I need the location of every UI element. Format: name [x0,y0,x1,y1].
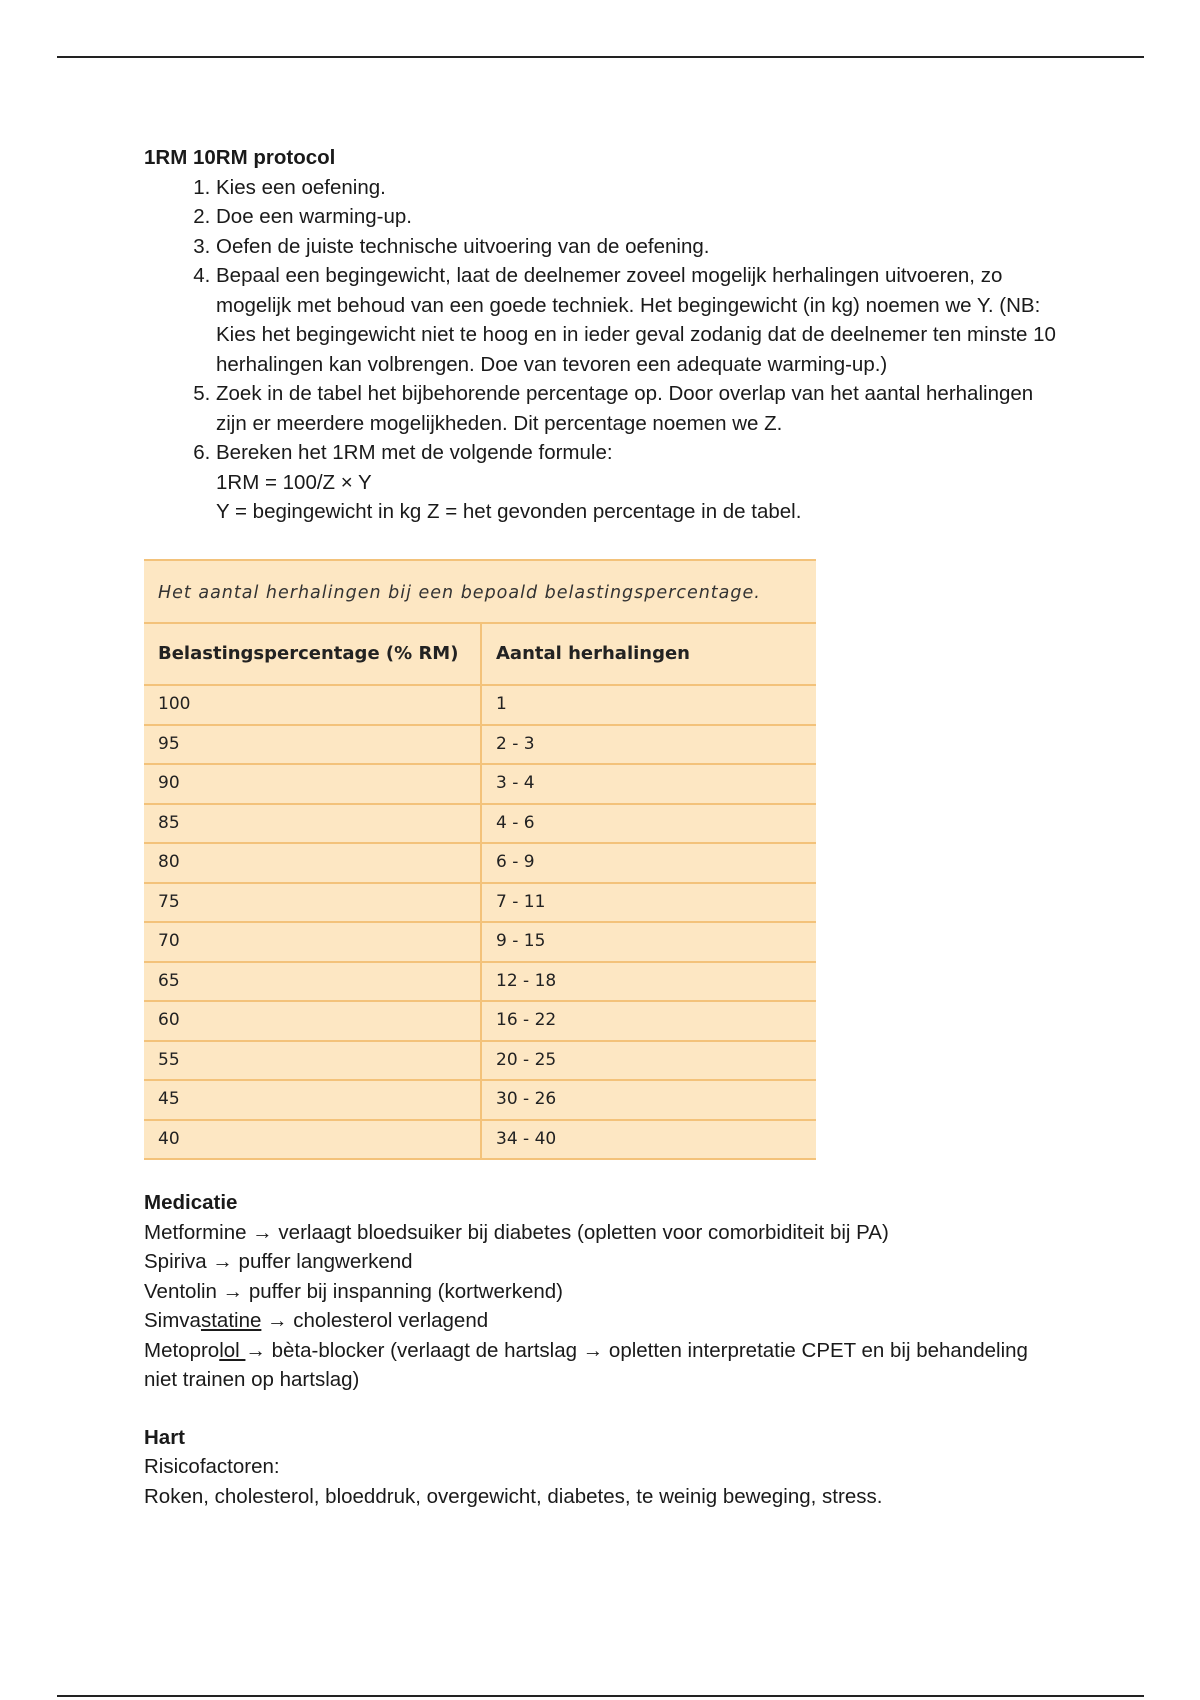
percentage-cell: 75 [144,883,481,923]
simva-rest: → cholesterol verlagend [261,1309,489,1332]
protocol-step-text: Bereken het 1RM met de volgende formule: [216,441,613,464]
meto-rest: → bèta-blocker (verlaagt de hartslag → opletten interpretatie CPET en bij behandeling niet trainen op hartslag) [144,1338,1028,1391]
percentage-cell: 55 [144,1041,481,1081]
table-row [144,804,816,844]
column-header-repetitions: Aantal herhalingen [481,624,816,685]
table-row [144,1120,816,1160]
protocol-step: 4. Bepaal een begingewicht, laat de deelnemer zoveel mogelijk herhalingen uitvoeren, zo mogelijk met behoud van een goede techniek. Het begingewicht (in kg) noemen we Y. (NB: Kies het begingewicht niet te hoog en in ieder geval zodanig dat de deelnemer ten minste 10 herhalingen kan volbrengen. Doe van tevoren een adequate warming-up.) [216,261,1064,379]
simva-prefix: Simva [144,1309,201,1332]
protocol-step: 3. Oefen de juiste technische uitvoering van de oefening. [216,232,1064,262]
repetitions-cell: 6 - 9 [481,843,816,883]
document-body [144,143,1064,1511]
header-rule [57,56,1144,58]
percentage-cell: 70 [144,922,481,962]
protocol-step: 5. Zoek in de tabel het bijbehorende percentage op. Door overlap van het aantal herhalingen zijn er meerdere mogelijkheden. Dit percentage noemen we Z. [216,379,1064,438]
repetitions-cell: 3 - 4 [481,764,816,804]
percentage-cell: 65 [144,962,481,1002]
hart-subtitle: Risicofactoren: [144,1455,280,1478]
protocol-step: 1. Kies een oefening. [216,173,1064,203]
repetitions-cell: 20 - 25 [481,1041,816,1081]
table-row [144,922,816,962]
meto-prefix: Metopro [144,1338,220,1362]
medicatie-line: Metformine → verlaagt bloedsuiker bij diabetes (opletten voor comorbiditeit bij PA) [144,1220,889,1244]
table-row [144,883,816,923]
table-row [144,1080,816,1120]
protocol-step [216,438,1064,527]
medicatie-title: Medicatie [144,1191,238,1214]
repetitions-cell: 12 - 18 [481,962,816,1002]
medicatie-line-simvastatine [144,1306,1064,1336]
repetitions-cell: 34 - 40 [481,1120,816,1160]
table-row [144,764,816,804]
percentage-cell: 85 [144,804,481,844]
footer-rule [57,1695,1144,1697]
protocol-title: 1RM 10RM protocol [144,146,336,169]
medicatie-line-metoprolol [144,1336,1064,1395]
table-caption: Het aantal herhalingen bij een bepoald belastingspercentage. [144,561,816,625]
percentage-cell: 45 [144,1080,481,1120]
medicatie-line: Spiriva → puffer langwerkend [144,1250,413,1273]
protocol-steps [144,173,1064,527]
column-header-percentage: Belastingspercentage (% RM) [144,624,481,685]
table-row [144,1001,816,1041]
hart-section [144,1423,1064,1512]
table-row [144,725,816,765]
rm-table [144,559,816,1161]
table-row [144,1041,816,1081]
percentage-cell: 60 [144,1001,481,1041]
protocol-step: 2. Doe een warming-up. [216,202,1064,232]
repetitions-cell: 16 - 22 [481,1001,816,1041]
formula-legend: Y = begingewicht in kg Z = het gevonden percentage in de tabel. [216,500,802,523]
percentage-cell: 90 [144,764,481,804]
medicatie-line: Ventolin → puffer bij inspanning (kortwerkend) [144,1279,563,1303]
hart-title: Hart [144,1425,186,1449]
repetitions-cell: 2 - 3 [481,725,816,765]
table-header-row [144,624,816,685]
repetitions-cell: 4 - 6 [481,804,816,844]
repetitions-cell: 7 - 11 [481,883,816,923]
meto-underlined: lol [219,1338,246,1362]
table-body [144,685,816,1159]
formula: 1RM = 100/Z × Y [216,470,372,494]
repetitions-cell: 1 [481,685,816,725]
simva-underlined: statine [200,1309,262,1332]
table-row [144,962,816,1002]
percentage-cell: 40 [144,1120,481,1160]
table-row [144,843,816,883]
hart-text: Roken, cholesterol, bloeddruk, overgewicht, diabetes, te weinig beweging, stress. [144,1484,883,1508]
medicatie-section [144,1188,1064,1395]
percentage-cell: 95 [144,725,481,765]
repetitions-cell: 30 - 26 [481,1080,816,1120]
repetitions-cell: 9 - 15 [481,922,816,962]
rm-table-grid [144,624,816,1160]
percentage-cell: 80 [144,843,481,883]
percentage-cell: 100 [144,685,481,725]
table-row [144,685,816,725]
